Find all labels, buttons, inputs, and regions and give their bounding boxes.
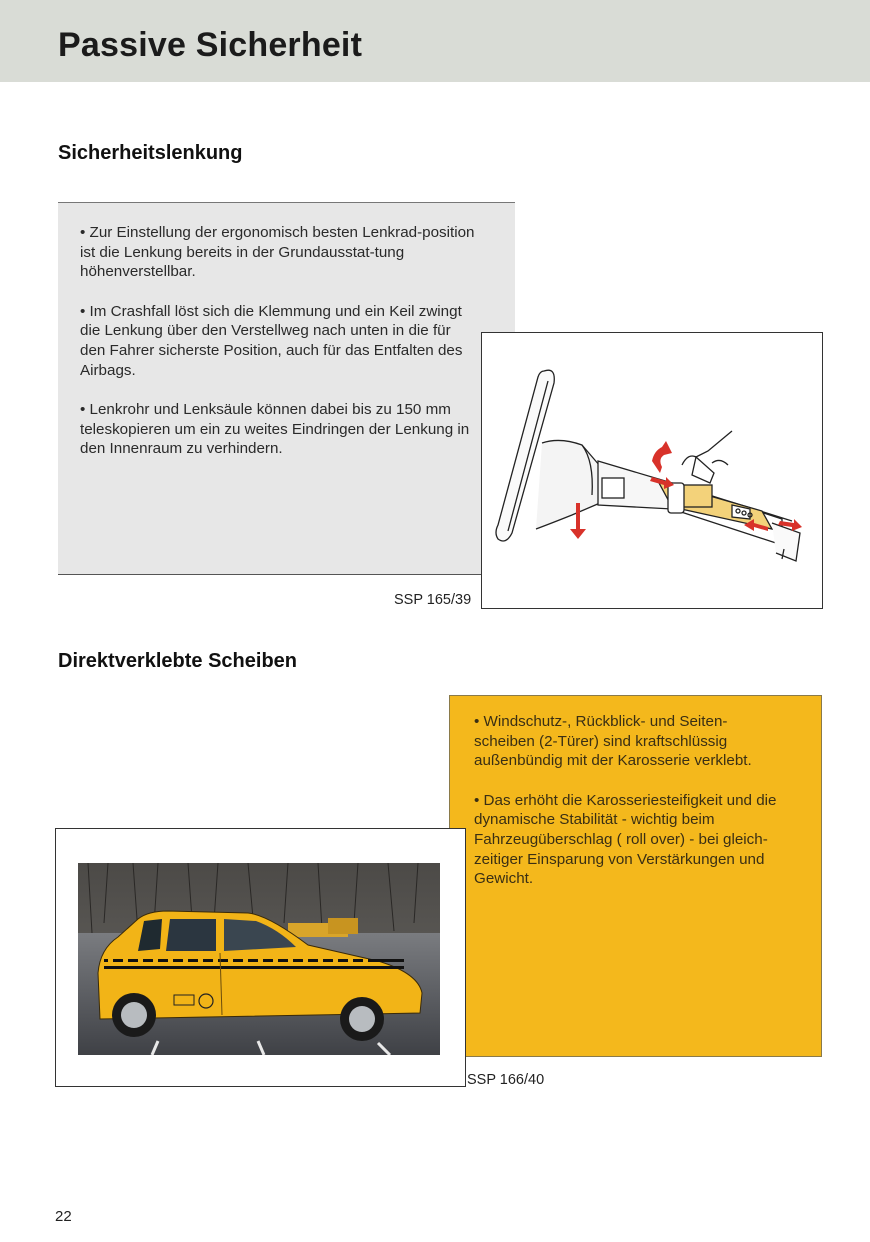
windows-paragraph-1: • Windschutz-, Rückblick- und Seiten-scheiben (2-Türer) sind kraftschlüssig außenbündig mit der Karosserie verklebt.: [474, 713, 752, 770]
arrow-up-red-icon: [652, 441, 672, 473]
section-heading-steering: Sicherheitslenkung: [58, 142, 243, 164]
figure-caption-steering: SSP 165/39: [394, 592, 472, 608]
page-title: Passive Sicherheit: [58, 26, 363, 64]
steering-paragraph-1: • Zur Einstellung der ergonomisch besten Lenkrad-position ist die Lenkung bereits in der Grundausstat-tung höhenverstellbar.: [80, 224, 475, 281]
figure-caption-car: SSP 166/40: [467, 1072, 545, 1088]
page-number: 22: [55, 1208, 72, 1225]
steering-paragraph-2: • Im Crashfall löst sich die Klemmung und ein Keil zwingt die Lenkung über den Verstellweg nach unten in die für den Fahrer sicherste Position, auch für das Entfalten des Airbags.: [80, 302, 463, 379]
windows-text-box: [449, 695, 822, 1057]
windows-paragraph-2: • Das erhöht die Karosseriesteifigkeit und die dynamische Stabilität - wichtig beim Fahrzeugüberschlag ( roll over) - bei gleich-zeitiger Einsparung von Verstärkungen und Gewicht.: [474, 791, 777, 888]
steering-column-illustration: [482, 333, 822, 608]
steering-column-figure: [481, 332, 823, 609]
crash-test-photo-figure: [55, 828, 466, 1087]
steering-text-box: [58, 202, 515, 575]
steering-paragraph-3: • Lenkrohr und Lenksäule können dabei bis zu 150 mm teleskopieren um ein zu weites Eindringen der Lenkung in den Innenraum zu verhindern.: [80, 401, 470, 458]
crash-test-car-photo: [78, 863, 440, 1055]
section-heading-windows: Direktverklebte Scheiben: [58, 650, 297, 672]
